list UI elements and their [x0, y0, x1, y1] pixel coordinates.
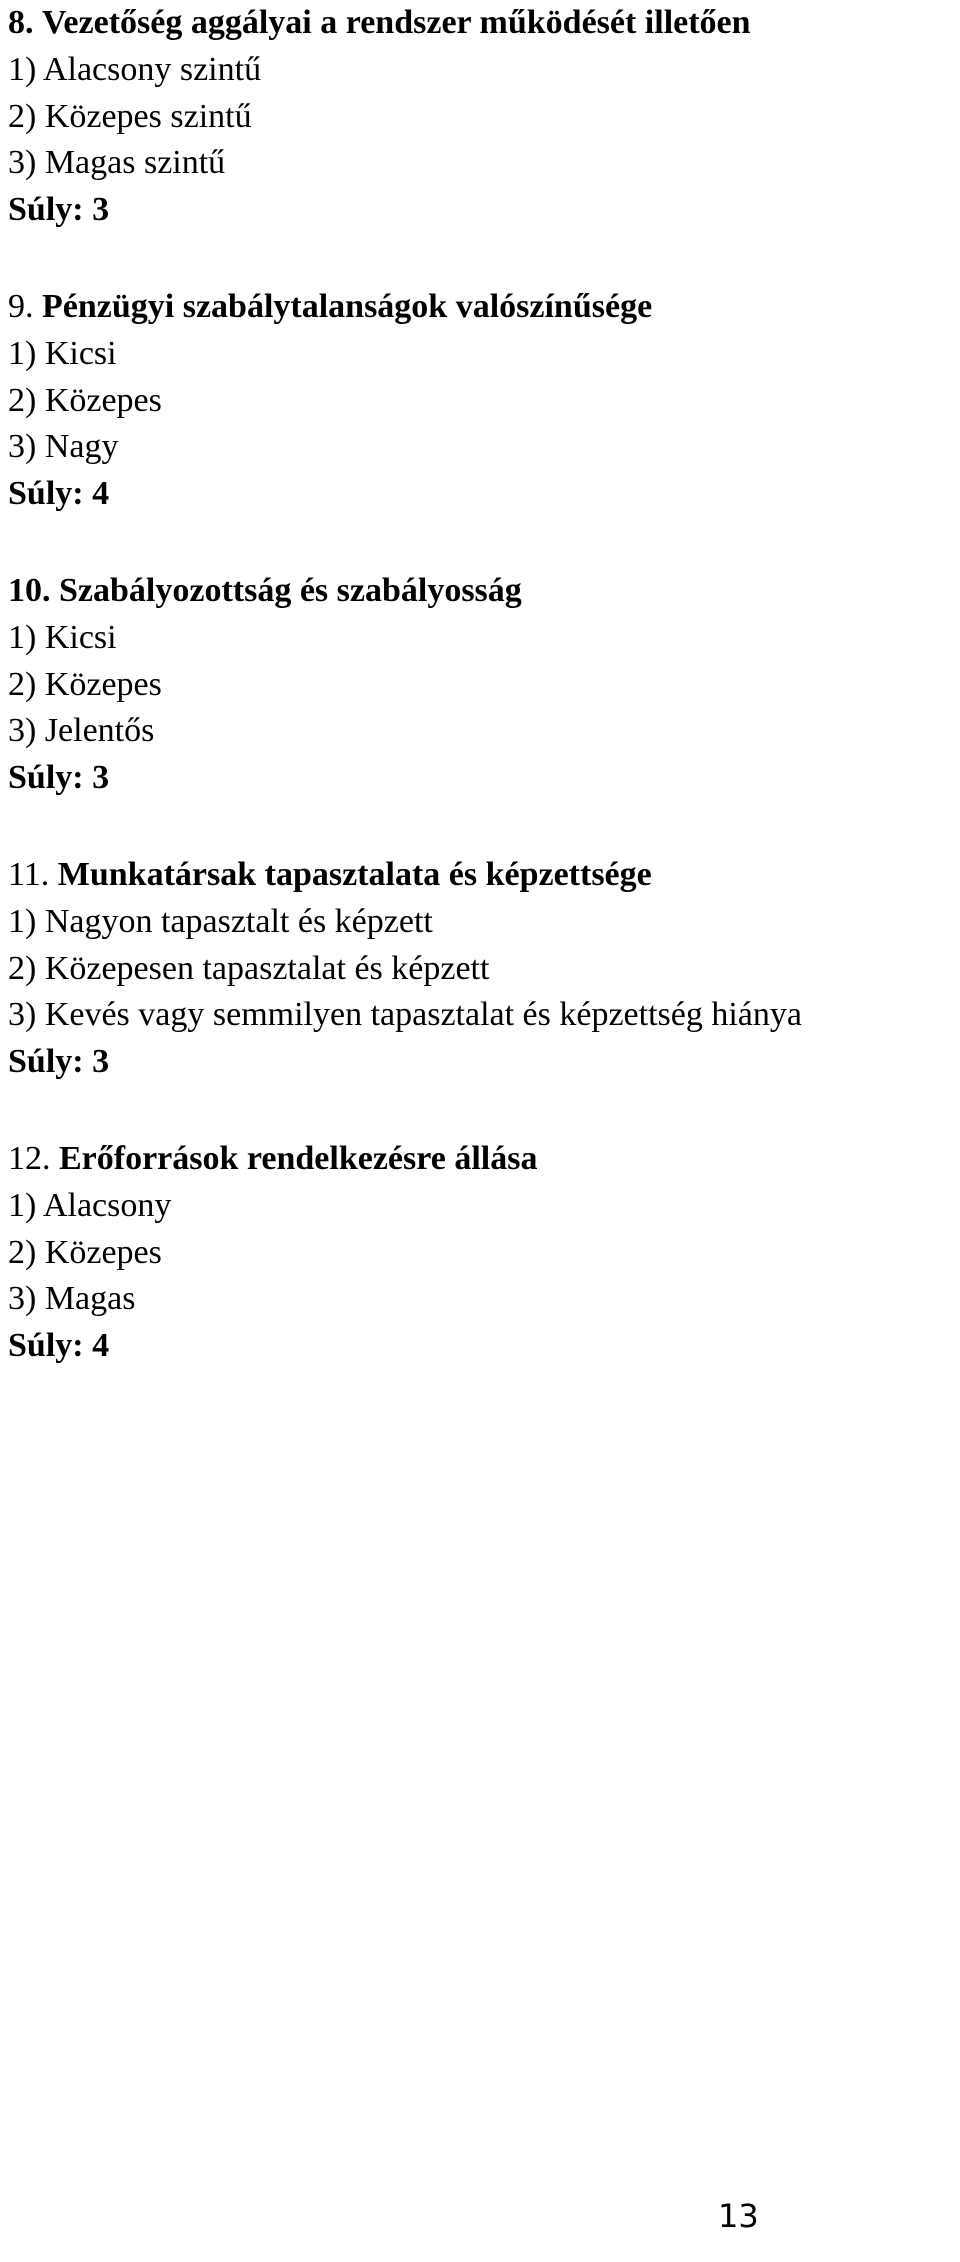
criterion-title-text: Szabályozottság és szabályosság: [59, 571, 522, 609]
option-2: 2) Közepesen tapasztalat és képzett: [8, 949, 490, 987]
criterion-number: 11.: [8, 855, 50, 893]
criterion-title-text: Erőforrások rendelkezésre állása: [59, 1139, 538, 1177]
criterion-title-text: Vezetőség aggályai a rendszer működését illetően: [42, 4, 751, 41]
weight-label: Súly: 4: [8, 475, 110, 513]
criterion-number: 10.: [8, 571, 51, 609]
option-1: 1) Kicsi: [8, 334, 117, 372]
criterion-number: 8.: [8, 4, 34, 41]
page-number: 13: [718, 2197, 759, 2235]
option-2: 2) Közepes: [8, 381, 162, 419]
criterion-title: [8, 0, 958, 47]
option-3: 3) Kevés vagy semmilyen tapasztalat és képzettség hiánya: [8, 996, 802, 1034]
weight-label: Súly: 3: [8, 1043, 110, 1081]
criterion-title: [8, 568, 958, 615]
option-3: 3) Jelentős: [8, 712, 155, 750]
option-2: 2) Közepes: [8, 665, 162, 703]
option-1: 1) Nagyon tapasztalt és képzett: [8, 902, 433, 940]
option-1: 1) Kicsi: [8, 618, 117, 656]
option-1: 1) Alacsony: [8, 1186, 172, 1224]
criterion-title-text: Munkatársak tapasztalata és képzettsége: [57, 855, 652, 893]
criterion-title: [8, 852, 958, 899]
criterion-12: [8, 1136, 958, 1370]
weight-label: Súly: 3: [8, 191, 110, 229]
criterion-10: [8, 568, 958, 802]
criterion-title-text: Pénzügyi szabálytalanságok valószínűsége: [42, 287, 653, 325]
document-body: [8, 0, 958, 1420]
criterion-8: [8, 0, 958, 234]
weight-label: Súly: 4: [8, 1327, 110, 1365]
criterion-number: 12.: [8, 1139, 51, 1177]
option-1: 1) Alacsony szintű: [8, 50, 262, 88]
criterion-11: [8, 852, 958, 1086]
criterion-number: 9.: [8, 287, 34, 325]
option-3: 3) Nagy: [8, 428, 119, 466]
weight-label: Súly: 3: [8, 759, 110, 797]
criterion-title: [8, 1136, 958, 1183]
criterion-title: [8, 284, 958, 331]
criterion-9: [8, 284, 958, 518]
option-2: 2) Közepes: [8, 1233, 162, 1271]
option-2: 2) Közepes szintű: [8, 97, 252, 135]
option-3: 3) Magas: [8, 1280, 136, 1318]
option-3: 3) Magas szintű: [8, 144, 226, 182]
